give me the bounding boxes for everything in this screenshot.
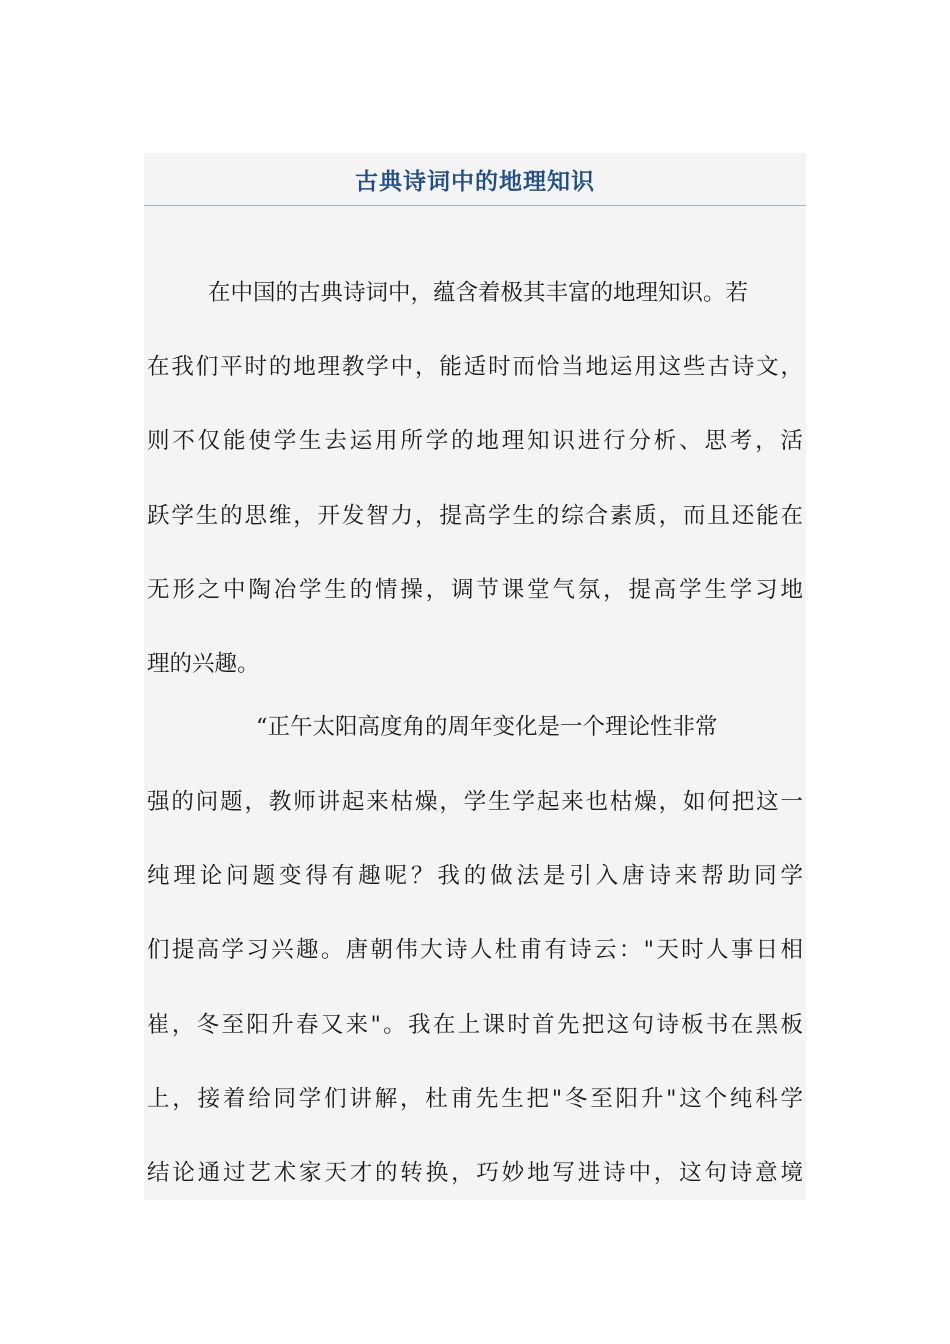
paragraph-line: “正午太阳高度角的周年变化是一个理论性非常 (256, 714, 718, 740)
title-bar (144, 153, 806, 206)
paragraph-line: 理的兴趣。 (147, 651, 260, 677)
article-title: 古典诗词中的地理知识 (355, 167, 595, 195)
paragraph-line: 在我们平时的地理教学中，能适时而恰当地运用这些古诗文， (147, 354, 803, 380)
paragraph-line: 纯理论问题变得有趣呢？我的做法是引入唐诗来帮助同学 (147, 863, 803, 889)
paragraph-line: 在中国的古典诗词中，蕴含着极其丰富的地理知识。若 (208, 280, 749, 306)
paragraph-line: 则不仅能使学生去运用所学的地理知识进行分析、思考，活 (147, 428, 803, 454)
document-page (144, 153, 806, 1200)
paragraph-line: 崔，冬至阳升春又来"。我在上课时首先把这句诗板书在黑板 (147, 1012, 803, 1038)
paragraph-line: 结论通过艺术家天才的转换，巧妙地写进诗中，这句诗意境 (147, 1160, 803, 1186)
paragraph-line: 跃学生的思维，开发智力，提高学生的综合素质，而且还能在 (147, 503, 803, 529)
paragraph-line: 强的问题，教师讲起来枯燥，学生学起来也枯燥，如何把这一 (147, 789, 803, 815)
paragraph-line: 无形之中陶冶学生的情操，调节课堂气氛，提高学生学习地 (147, 577, 803, 603)
paragraph-line: 上，接着给同学们讲解，杜甫先生把"冬至阳升"这个纯科学 (147, 1086, 803, 1112)
paragraph-line: 们提高学习兴趣。唐朝伟大诗人杜甫有诗云："天时人事日相 (147, 937, 803, 963)
